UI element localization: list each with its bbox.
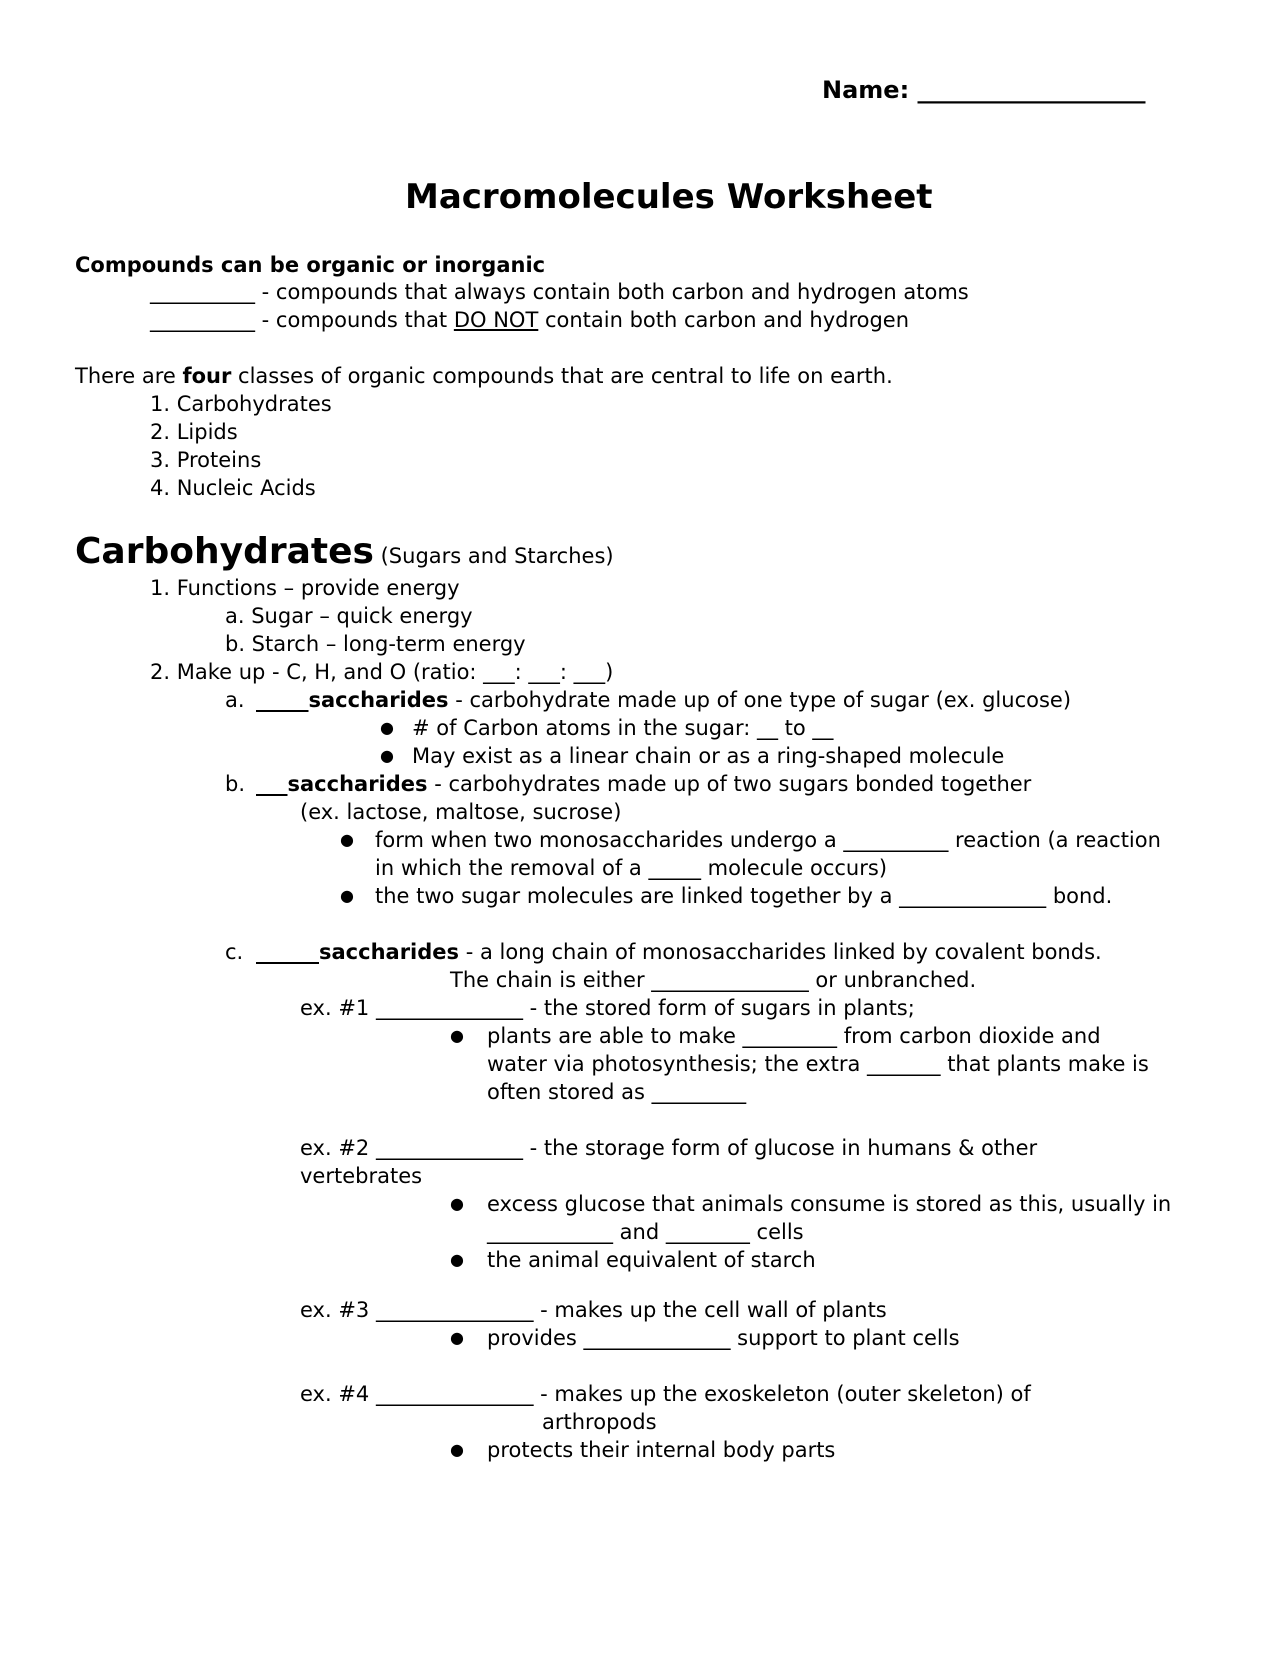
four-classes-sentence (75, 362, 893, 390)
name-line: Name: ___________________ (822, 76, 1146, 104)
functions-starch: b. Starch – long-term energy (225, 632, 526, 656)
carbohydrates-subtitle: (Sugars and Starches) (373, 544, 614, 568)
disaccharides-term: ___saccharides (256, 772, 428, 796)
example-2-cont: vertebrates (300, 1164, 423, 1188)
bullet-icon: ● (340, 830, 354, 849)
inorganic-definition (150, 306, 909, 334)
carbohydrates-heading (75, 530, 614, 574)
ex2-bullet-1-cont: ____________ and ________ cells (487, 1220, 804, 1244)
bullet-icon: ● (450, 1026, 464, 1045)
bullet-icon: ● (380, 746, 394, 765)
di-label: b. (225, 772, 246, 796)
poly-chain: The chain is either _______________ or unbranched. (450, 968, 977, 992)
monosaccharides-definition: - carbohydrate made up of one type of sugar (ex. glucose) (448, 688, 1072, 712)
polysaccharides-term: ______saccharides (256, 940, 460, 964)
polysaccharides-definition: - a long chain of monosaccharides linked by covalent bonds. (459, 940, 1102, 964)
bullet-icon: ● (450, 1440, 464, 1459)
example-4: ex. #4 _______________ - makes up the exoskeleton (outer skeleton) of (300, 1382, 1031, 1406)
bullet-icon: ● (450, 1328, 464, 1347)
ex1-bullet-cont2: often stored as _________ (487, 1080, 747, 1104)
di-bullet-reaction: form when two monosaccharides undergo a __________ reaction (a reaction (375, 828, 1161, 852)
mono-bullet-shape: May exist as a linear chain or as a ring-shaped molecule (412, 744, 1005, 768)
organic-heading: Compounds can be organic or inorganic (75, 253, 546, 277)
four-classes-post: classes of organic compounds that are central to life on earth. (231, 364, 893, 388)
example-3: ex. #3 _______________ - makes up the cell wall of plants (300, 1298, 887, 1322)
disaccharides-examples: (ex. lactose, maltose, sucrose) (300, 800, 622, 824)
ex2-bullet-1: excess glucose that animals consume is stored as this, usually in (487, 1192, 1172, 1216)
functions-sugar: a. Sugar – quick energy (225, 604, 473, 628)
four-bold: four (182, 364, 232, 388)
disaccharides-definition: - carbohydrates made up of two sugars bonded together (427, 772, 1032, 796)
list-item: 2. Lipids (150, 420, 238, 444)
ex4-bullet: protects their internal body parts (487, 1438, 836, 1462)
bullet-icon: ● (380, 718, 394, 737)
mono-label: a. (225, 688, 245, 712)
polysaccharides-line (256, 938, 1102, 966)
example-1: ex. #1 ______________ - the stored form of sugars in plants; (300, 996, 915, 1020)
di-bullet-reaction-cont: in which the removal of a _____ molecule occurs) (375, 856, 888, 880)
functions-item: 1. Functions – provide energy (150, 576, 460, 600)
example-4-cont: arthropods (542, 1410, 657, 1434)
make-up-item: 2. Make up - C, H, and O (ratio: ___: ___: ___) (150, 660, 614, 684)
mono-bullet-carbon: # of Carbon atoms in the sugar: __ to __ (412, 716, 834, 740)
di-bullet-bond: the two sugar molecules are linked together by a ______________ bond. (375, 884, 1113, 908)
ex2-bullet-2: the animal equivalent of starch (487, 1248, 816, 1272)
inorganic-blank: __________ - compounds that (150, 308, 454, 332)
monosaccharides-term: _____saccharides (256, 688, 449, 712)
ex1-bullet: plants are able to make _________ from carbon dioxide and (487, 1024, 1101, 1048)
poly-label: c. (225, 940, 244, 964)
example-2: ex. #2 ______________ - the storage form of glucose in humans & other (300, 1136, 1038, 1160)
four-classes-pre: There are (75, 364, 183, 388)
page-title: Macromolecules Worksheet (405, 177, 933, 217)
list-item: 4. Nucleic Acids (150, 476, 316, 500)
disaccharides-line (256, 770, 1031, 798)
inorganic-rest: contain both carbon and hydrogen (538, 308, 910, 332)
list-item: 1. Carbohydrates (150, 392, 332, 416)
ex3-bullet: provides ______________ support to plant cells (487, 1326, 960, 1350)
list-item: 3. Proteins (150, 448, 262, 472)
monosaccharides-line (256, 686, 1071, 714)
organic-definition: __________ - compounds that always contain both carbon and hydrogen atoms (150, 280, 969, 304)
do-not-underline: DO NOT (453, 308, 539, 332)
bullet-icon: ● (450, 1250, 464, 1269)
bullet-icon: ● (450, 1194, 464, 1213)
carbohydrates-title: Carbohydrates (75, 531, 374, 572)
ex1-bullet-cont1: water via photosynthesis; the extra _______ that plants make is (487, 1052, 1149, 1076)
bullet-icon: ● (340, 886, 354, 905)
